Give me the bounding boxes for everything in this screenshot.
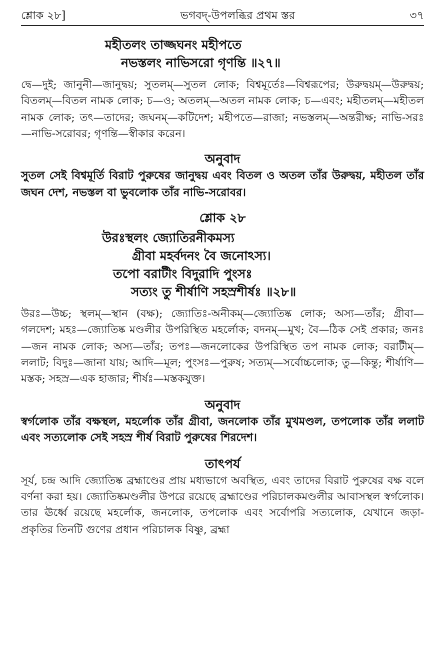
verse-28-heading: শ্লোক ২৮ bbox=[199, 210, 246, 226]
purport-text: সূর্য, চন্দ্র আদি জ্যোতিষ্ক ব্রহ্মাণ্ডের প্রায় মধ্যভাগে অবস্থিত, এবং তাদের বিরাট পুরুষের বক্ষ বলে বর্ণনা করা হয়। জ্যোতিষ্কমণ্ডলীর উপরে রয়েছে ব্রহ্মাণ্ডের পরিচালকমণ্ডলীর আবাসস্থল স্বর্গলোক। তার ঊর্ধ্বে রয়েছে মহর্লোক, জনলোক, তপলোক এবং সর্বোপরি সত্যলোক, যেখানে জড়া-প্রকৃতির তিনটি গুণের প্রধান পরিচালক বিষ্ণু, ব্রহ্মা bbox=[21, 474, 424, 536]
verse-28-line-1: উরঃস্থলং জ্যোতিরনীকমস্য bbox=[102, 230, 235, 246]
verse-27-line-1: মহীতলং তাজ্জঘনং মহীপতে bbox=[105, 37, 242, 52]
verse-27-line-2: নভস্তলং নাভিসরো গৃণন্তি ॥২৭॥ bbox=[121, 55, 281, 70]
synonyms-27: দ্বে—দুই; জানুনী—জানুদ্বয়; সুতলম্—সুতল লোক; বিশ্বমূর্তেঃ—বিশ্বরূপের; উরুদ্বয়ম্—উরুদ্বয়; বিতলম্—বিতল নামক লোক; চ—ও; অতলম্—অতল নামক লোক; চ—এবং; মহীতলম্—মহীতল নামক লোক; তৎ—তাদের; জঘনম্—কটিদেশ; মহীপতে—রাজা; নভস্তলম্—অন্তরীক্ষ; নাভি-সরঃ—নাভি-সরোবর; গৃণন্তি—স্বীকার করেন। bbox=[21, 79, 424, 140]
verse-28-line-3: তপো বরাটীং বিদুরাদি পুংসঃ bbox=[113, 266, 253, 282]
header-chapter-title: ভগবদ্-উপলব্ধির প্রথম স্তর bbox=[180, 8, 296, 22]
synonyms-28: উরঃ—উচ্চ; স্থলম্—স্থান (বক্ষ); জ্যোতিঃ-অনীকম্—জ্যোতিষ্ক লোক; অস্য—তাঁর; গ্রীবা—গলদেশ; মহঃ—জ্যোতিষ্ক মণ্ডলীর উপরিস্থিত মহর্লোক; বদনম্—মুখ; বৈ—ঠিক সেই প্রকার; জনঃ—জন নামক লোক; অস্য—তাঁর; তপঃ—জনলোকের উপরিস্থিত তপ নামক লোক; বরাটীম্—ললাট; বিদুঃ—জানা যায়; আদি—মূল; পুংসঃ—পুরুষ; সত্যম্—সর্বোচ্চলোক; তু—কিন্তু; শীর্ষাণি—মস্তক; সহস্র—এক হাজার; শীর্ষঃ—মস্তকযুক্ত। bbox=[21, 308, 424, 386]
purport-heading: তাৎপর্য bbox=[204, 455, 241, 471]
translation-heading-27: অনুবাদ bbox=[204, 151, 241, 167]
verse-28-line-2: গ্রীবা মহর্বদনং বৈ জনোঽস্য। bbox=[132, 248, 271, 264]
translation-28: স্বর্গলোক তাঁর বক্ষস্থল, মহর্লোক তাঁর গ্রীবা, জনলোক তাঁর মুখমণ্ডল, তপলোক তাঁর ললাট এবং সত্যলোক সেই সহস্র শীর্ষ বিরাট পুরুষের শিরদেশ। bbox=[21, 414, 424, 445]
header-verse-ref: শ্লোক ২৮] bbox=[21, 8, 66, 22]
verse-28-line-4: সত্যং তু শীর্ষাণি সহস্রশীর্ষঃ ॥২৮॥ bbox=[131, 284, 297, 300]
page-header bbox=[21, 8, 424, 24]
translation-heading-28: অনুবাদ bbox=[204, 396, 241, 412]
translation-27: সুতল সেই বিশ্বমূর্তি বিরাট পুরুষের জানুদ্বয় এবং বিতল ও অতল তাঁর উরুদ্বয়, মহীতল তাঁর জঘন দেশ, নভস্তল বা ভুবলোক তাঁর নাভি-সরোবর। bbox=[21, 169, 424, 199]
header-page-number: ৩৭ bbox=[409, 8, 424, 22]
